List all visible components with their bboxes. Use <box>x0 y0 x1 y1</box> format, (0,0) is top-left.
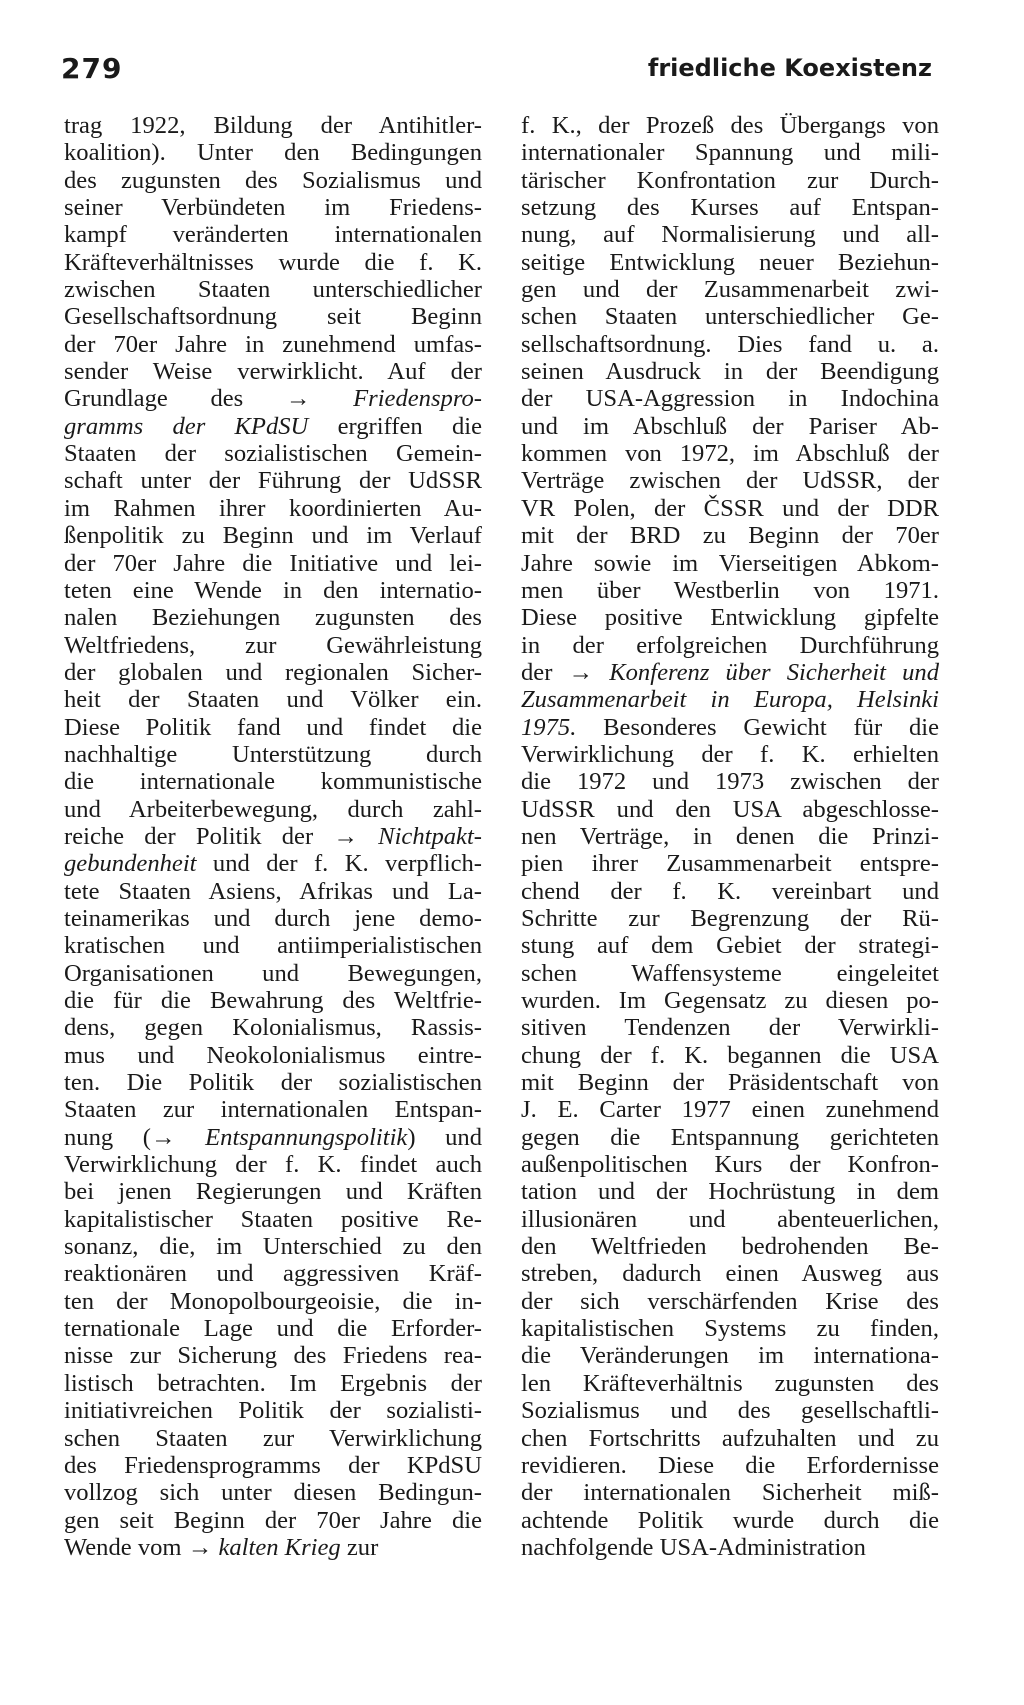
text-run: zwischen Staaten unterschiedlicher <box>64 276 482 304</box>
right-column-line <box>521 577 939 604</box>
text-run: Diese positive Entwicklung gipfelte <box>521 604 939 632</box>
right-column-line <box>521 1479 939 1506</box>
left-column-line <box>64 1452 482 1479</box>
text-run: der → <box>521 658 610 686</box>
left-column-line <box>64 932 482 959</box>
right-column-line <box>521 495 939 522</box>
text-run: reiche der Politik der → <box>64 822 379 850</box>
right-column-line <box>521 358 939 385</box>
text-run: VR Polen, der ČSSR und der DDR <box>521 494 939 522</box>
left-column-line <box>64 358 482 385</box>
text-run: der globalen und regionalen Sicher- <box>64 658 482 686</box>
left-column-line <box>64 768 482 795</box>
text-run: Sozialismus und des gesellschaftli- <box>521 1397 939 1425</box>
right-column-line <box>521 1534 939 1561</box>
text-run: streben, dadurch einen Ausweg aus <box>521 1260 939 1288</box>
text-run: stung auf dem Gebiet der strategi- <box>521 932 939 960</box>
right-column-line <box>521 1014 939 1041</box>
italic-reference: kalten Krieg <box>218 1533 341 1561</box>
text-run: f. K., der Prozeß des Übergangs von <box>521 112 939 139</box>
text-run: trag 1922, Bildung der Antihitler- <box>64 112 482 139</box>
text-run: schen Waffensysteme eingeleitet <box>521 959 939 987</box>
text-run: zur <box>340 1533 379 1561</box>
text-run: Gesellschaftsordnung seit Beginn <box>64 303 482 331</box>
left-column-line <box>64 960 482 987</box>
right-column-line <box>521 768 939 795</box>
text-run: gen seit Beginn der 70er Jahre die <box>64 1506 482 1534</box>
text-run: mit Beginn der Präsidentschaft von <box>521 1069 939 1097</box>
text-run: mus und Neokolonialismus eintre- <box>64 1041 482 1069</box>
text-run: initiativreichen Politik der sozialisti- <box>64 1397 482 1425</box>
right-column-line <box>521 413 939 440</box>
text-run: setzung des Kurses auf Entspan- <box>521 194 939 222</box>
left-column-line <box>64 1069 482 1096</box>
text-run: nalen Beziehungen zugunsten des <box>64 604 482 632</box>
text-run: Verwirklichung der f. K. erhielten <box>521 740 939 768</box>
italic-reference: gebundenheit <box>64 850 197 878</box>
right-column-line <box>521 276 939 303</box>
right-column-line <box>521 1042 939 1069</box>
left-column-line <box>64 221 482 248</box>
text-run: schaft unter der Führung der UdSSR <box>64 467 482 495</box>
right-column-line <box>521 440 939 467</box>
text-run: tärischer Konfrontation zur Durch- <box>521 166 939 194</box>
text-run: Organisationen und Bewegungen, <box>64 959 482 987</box>
text-run: ßenpolitik zu Beginn und im Verlauf <box>64 522 482 550</box>
text-run: UdSSR und den USA abgeschlosse- <box>521 795 939 823</box>
text-run: und der f. K. verpflich- <box>196 850 482 878</box>
italic-reference: Friedenspro- <box>353 385 482 413</box>
text-run: heit der Staaten und Völker ein. <box>64 686 482 714</box>
text-run: des Friedensprogramms der KPdSU <box>64 1451 482 1479</box>
text-run: Staaten der sozialistischen Gemein- <box>64 440 482 468</box>
text-run: den Weltfrieden bedrohenden Be- <box>521 1233 939 1261</box>
left-column-line <box>64 249 482 276</box>
left-column-line <box>64 1425 482 1452</box>
right-column-line <box>521 1206 939 1233</box>
right-column-line <box>521 932 939 959</box>
italic-reference: Konferenz über Sicherheit und <box>609 658 939 686</box>
right-column-line <box>521 1397 939 1424</box>
left-column-line <box>64 303 482 330</box>
left-text-column <box>64 112 482 1561</box>
right-column-line <box>521 194 939 221</box>
text-run: seinen Ausdruck in der Beendigung <box>521 358 939 386</box>
right-column-line <box>521 960 939 987</box>
left-column-line <box>64 550 482 577</box>
italic-reference: Nichtpakt- <box>378 822 482 850</box>
left-column-line <box>64 1042 482 1069</box>
text-run: ternationale Lage und die Erforder- <box>64 1315 482 1343</box>
right-column-line <box>521 686 939 713</box>
right-column-line <box>521 1452 939 1479</box>
left-column-line <box>64 167 482 194</box>
left-column-line <box>64 823 482 850</box>
text-run: sellschaftsordnung. Dies fand u. a. <box>521 330 939 358</box>
right-column-line <box>521 467 939 494</box>
text-run: nung, auf Normalisierung und all- <box>521 221 939 249</box>
right-column-line <box>521 249 939 276</box>
text-run: men über Westberlin von 1971. <box>521 576 939 604</box>
text-run: nung (→ <box>64 1123 206 1151</box>
right-column-line <box>521 139 939 166</box>
left-column-line <box>64 686 482 713</box>
left-column-line <box>64 741 482 768</box>
left-column-line <box>64 194 482 221</box>
text-run: tete Staaten Asiens, Afrikas und La- <box>64 877 482 905</box>
text-run: schen Staaten zur Verwirklichung <box>64 1424 482 1452</box>
right-column-line <box>521 1096 939 1123</box>
text-run: schen Staaten unterschiedlicher Ge- <box>521 303 939 331</box>
left-column-line <box>64 905 482 932</box>
italic-reference: 1975. <box>521 713 577 741</box>
text-run: len Kräfteverhältnis zugunsten des <box>521 1369 939 1397</box>
left-column-line <box>64 1288 482 1315</box>
right-column-line <box>521 522 939 549</box>
right-column-line <box>521 167 939 194</box>
text-run: wurden. Im Gegensatz zu diesen po- <box>521 987 939 1014</box>
page-number: 279 <box>61 52 123 85</box>
text-run: nen Verträge, in denen die Prinzi- <box>521 822 939 850</box>
text-run: der 70er Jahre die Initiative und lei- <box>64 549 482 577</box>
left-column-line <box>64 987 482 1014</box>
right-column-line <box>521 1315 939 1342</box>
left-column-line <box>64 139 482 166</box>
text-run: die internationale kommunistische <box>64 768 482 796</box>
text-run: gen und der Zusammenarbeit zwi- <box>521 276 939 304</box>
text-run: nisse zur Sicherung des Friedens rea- <box>64 1342 482 1370</box>
text-run: Wende vom → <box>64 1533 219 1561</box>
text-run: Staaten zur internationalen Entspan- <box>64 1096 482 1124</box>
text-run: der USA-Aggression in Indochina <box>521 385 939 413</box>
text-run: ergriffen die <box>308 412 482 440</box>
left-column-line <box>64 331 482 358</box>
text-run: die 1972 und 1973 zwischen der <box>521 768 939 796</box>
text-run: kapitalistischen Systems zu finden, <box>521 1315 939 1343</box>
right-column-line <box>521 1342 939 1369</box>
left-column-line <box>64 385 482 412</box>
text-run: pien ihrer Zusammenarbeit entspre- <box>521 850 939 878</box>
left-column-line <box>64 1342 482 1369</box>
text-run: kapitalistischer Staaten positive Re- <box>64 1205 482 1233</box>
left-column-line <box>64 1206 482 1233</box>
text-run: ten. Die Politik der sozialistischen <box>64 1069 482 1097</box>
left-column-line <box>64 276 482 303</box>
right-column-line <box>521 1507 939 1534</box>
text-run: chen Fortschritts aufzuhalten und zu <box>521 1424 939 1452</box>
text-run: dens, gegen Kolonialismus, Rassis- <box>64 1014 482 1042</box>
left-column-line <box>64 1534 482 1561</box>
left-column-line <box>64 1397 482 1424</box>
text-run: bei jenen Regierungen und Kräften <box>64 1178 482 1206</box>
running-head: friedliche Koexistenz <box>647 54 932 82</box>
left-column-line <box>64 632 482 659</box>
text-run: teten eine Wende in den internatio- <box>64 576 482 604</box>
text-run: seiner Verbündeten im Friedens- <box>64 194 482 222</box>
text-run: gegen die Entspannung gerichteten <box>521 1123 939 1151</box>
left-column-line <box>64 1233 482 1260</box>
text-run: sonanz, die, im Unterschied zu den <box>64 1233 482 1261</box>
text-run: Kräfteverhältnisses wurde die f. K. <box>64 248 482 276</box>
right-column-line <box>521 714 939 741</box>
text-run: des zugunsten des Sozialismus und <box>64 166 482 194</box>
text-run: seitige Entwicklung neuer Beziehun- <box>521 248 939 276</box>
left-column-line <box>64 796 482 823</box>
right-column-line <box>521 1124 939 1151</box>
text-run: sitiven Tendenzen der Verwirkli- <box>521 1014 939 1042</box>
text-run: ) und <box>407 1123 482 1151</box>
italic-reference: Zusammenarbeit in Europa, Helsinki <box>521 686 939 714</box>
text-run: Verträge zwischen der UdSSR, der <box>521 467 939 495</box>
text-run: Diese Politik fand und findet die <box>64 713 482 741</box>
right-column-line <box>521 741 939 768</box>
text-run: der sich verschärfenden Krise des <box>521 1287 939 1315</box>
left-column-line <box>64 1315 482 1342</box>
right-column-line <box>521 1069 939 1096</box>
text-run: im Rahmen ihrer koordinierten Au- <box>64 494 482 522</box>
left-column-line <box>64 467 482 494</box>
text-run: kommen von 1972, im Abschluß der <box>521 440 939 468</box>
text-run: sender Weise verwirklicht. Auf der <box>64 358 482 386</box>
right-column-line <box>521 878 939 905</box>
text-run: Grundlage des → <box>64 385 354 413</box>
left-column-line <box>64 659 482 686</box>
left-column-line <box>64 604 482 631</box>
left-column-line <box>64 1178 482 1205</box>
text-run: teinamerikas und durch jene demo- <box>64 904 482 932</box>
left-column-line <box>64 1507 482 1534</box>
text-run: vollzog sich unter diesen Bedingun- <box>64 1479 482 1507</box>
text-run: nachhaltige Unterstützung durch <box>64 740 482 768</box>
right-text-column <box>521 112 939 1561</box>
text-run: koalition). Unter den Bedingungen <box>64 139 482 167</box>
left-column-line <box>64 1096 482 1123</box>
text-run: listisch betrachten. Im Ergebnis der <box>64 1369 482 1397</box>
left-column-line <box>64 850 482 877</box>
right-column-line <box>521 1288 939 1315</box>
right-column-line <box>521 1370 939 1397</box>
text-run: Besonderes Gewicht für die <box>576 713 939 741</box>
right-column-line <box>521 303 939 330</box>
right-column-line <box>521 1260 939 1287</box>
right-column-line <box>521 1178 939 1205</box>
text-run: Weltfriedens, zur Gewährleistung <box>64 631 482 659</box>
right-column-line <box>521 632 939 659</box>
left-column-line <box>64 878 482 905</box>
text-run: und Arbeiterbewegung, durch zahl- <box>64 795 482 823</box>
text-run: internationaler Spannung und mili- <box>521 139 939 167</box>
text-run: mit der BRD zu Beginn der 70er <box>521 522 939 550</box>
text-run: achtende Politik wurde durch die <box>521 1506 939 1534</box>
left-column-line <box>64 1124 482 1151</box>
right-column-line <box>521 796 939 823</box>
right-column-line <box>521 112 939 139</box>
left-column-line <box>64 577 482 604</box>
text-run: in der erfolgreichen Durchführung <box>521 631 939 659</box>
text-run: außenpolitischen Kurs der Konfron- <box>521 1151 939 1179</box>
text-run: die für die Bewahrung des Weltfrie- <box>64 987 482 1014</box>
text-run: Verwirklichung der f. K. findet auch <box>64 1151 482 1179</box>
text-run: chend der f. K. vereinbart und <box>521 877 939 905</box>
text-run: reaktionären und aggressiven Kräf- <box>64 1260 482 1288</box>
text-run: revidieren. Diese die Erfordernisse <box>521 1451 939 1479</box>
right-column-line <box>521 987 939 1014</box>
right-column-line <box>521 823 939 850</box>
left-column-line <box>64 1260 482 1287</box>
right-column-line <box>521 659 939 686</box>
text-run: ten der Monopolbourgeoisie, die in- <box>64 1287 482 1315</box>
right-column-line <box>521 1233 939 1260</box>
left-column-line <box>64 1479 482 1506</box>
right-column-line <box>521 331 939 358</box>
left-column-line <box>64 522 482 549</box>
text-run: kratischen und antiimperialistischen <box>64 932 482 960</box>
right-column-line <box>521 385 939 412</box>
text-run: nachfolgende USA-Administration <box>521 1533 866 1561</box>
text-run: Schritte zur Begrenzung der Rü- <box>521 904 939 932</box>
text-run: illusionären und abenteuerlichen, <box>521 1205 939 1233</box>
left-column-line <box>64 1151 482 1178</box>
text-run: die Veränderungen im internationa- <box>521 1342 939 1370</box>
text-run: der internationalen Sicherheit miß- <box>521 1479 939 1507</box>
right-column-line <box>521 604 939 631</box>
left-column-line <box>64 495 482 522</box>
right-column-line <box>521 550 939 577</box>
text-run: der 70er Jahre in zunehmend umfas- <box>64 330 482 358</box>
text-run: chung der f. K. begannen die USA <box>521 1041 939 1069</box>
left-column-line <box>64 714 482 741</box>
left-column-line <box>64 413 482 440</box>
left-column-line <box>64 440 482 467</box>
right-column-line <box>521 905 939 932</box>
right-column-line <box>521 221 939 248</box>
left-column-line <box>64 112 482 139</box>
right-column-line <box>521 1151 939 1178</box>
text-run: und im Abschluß der Pariser Ab- <box>521 412 939 440</box>
right-column-line <box>521 850 939 877</box>
left-column-line <box>64 1014 482 1041</box>
italic-reference: Entspannungspolitik <box>205 1123 408 1151</box>
right-column-line <box>521 1425 939 1452</box>
text-run: tation und der Hochrüstung in dem <box>521 1178 939 1206</box>
left-column-line <box>64 1370 482 1397</box>
text-run: J. E. Carter 1977 einen zunehmend <box>521 1096 939 1124</box>
text-run: kampf veränderten internationalen <box>64 221 482 249</box>
text-run: Jahre sowie im Vierseitigen Abkom- <box>521 549 939 577</box>
italic-reference: gramms der KPdSU <box>64 412 309 440</box>
